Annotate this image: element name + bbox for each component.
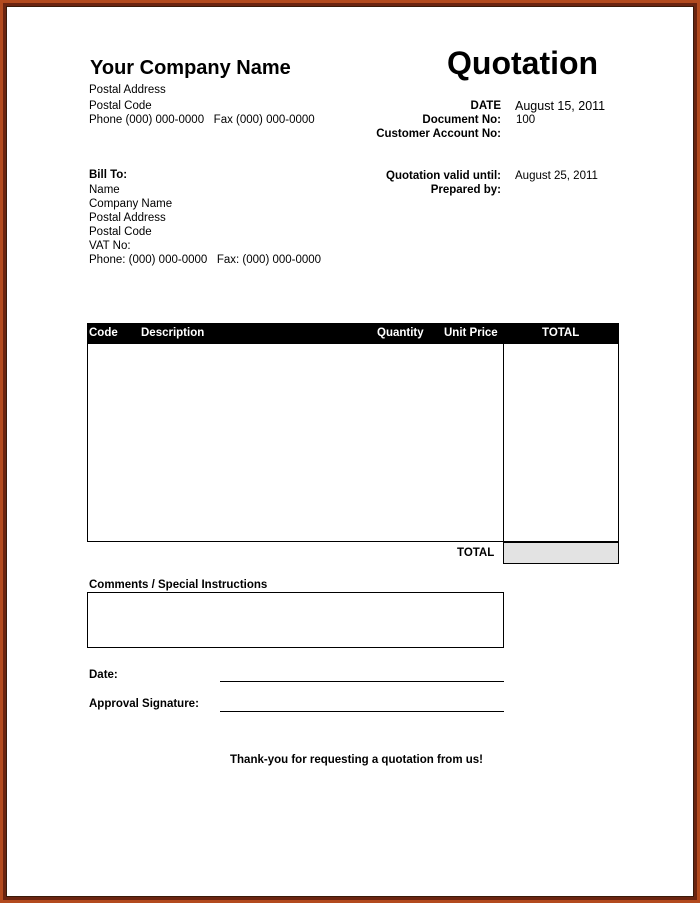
bill-to-phone-fax: Phone: (000) 000-0000 Fax: (000) 000-0000 [89, 254, 322, 266]
bill-to-vat: VAT No: [89, 240, 131, 252]
bill-to-heading: Bill To: [89, 169, 128, 181]
document-title: Quotation [447, 45, 599, 81]
date-label: DATE [470, 100, 501, 112]
company-postal-address: Postal Address [89, 84, 166, 96]
approval-signature-label: Approval Signature: [89, 698, 199, 710]
grand-total-label: TOTAL [457, 547, 495, 559]
company-name: Your Company Name [90, 57, 291, 79]
header-unit-price: Unit Price [444, 327, 498, 339]
thank-you-note: Thank-you for requesting a quotation from us! [230, 754, 483, 766]
bill-to-postal-address: Postal Address [89, 212, 166, 224]
header-code: Code [89, 327, 118, 339]
document-no-value: 100 [516, 114, 536, 126]
grand-total-field[interactable] [503, 542, 619, 564]
comments-field[interactable] [87, 592, 504, 648]
header-quantity: Quantity [377, 327, 424, 339]
bill-to-postal-code: Postal Code [89, 226, 152, 238]
table-right-border [618, 344, 619, 564]
line-items-body[interactable] [87, 344, 619, 542]
header-description: Description [141, 327, 205, 339]
approval-signature-line[interactable] [220, 711, 504, 712]
line-items-header [87, 323, 619, 344]
total-column-divider [503, 344, 504, 564]
company-phone-fax: Phone (000) 000-0000 Fax (000) 000-0000 [89, 114, 315, 126]
bill-to-company: Company Name [89, 198, 173, 210]
date-signoff-label: Date: [89, 669, 118, 681]
document-no-label: Document No: [422, 114, 501, 126]
header-total: TOTAL [542, 327, 580, 339]
valid-until-value: August 25, 2011 [515, 170, 598, 182]
date-value: August 15, 2011 [515, 99, 606, 113]
comments-label: Comments / Special Instructions [89, 579, 268, 591]
customer-account-label: Customer Account No: [376, 128, 501, 140]
valid-until-label: Quotation valid until: [386, 170, 501, 182]
prepared-by-label: Prepared by: [430, 184, 501, 196]
company-postal-code: Postal Code [89, 100, 152, 112]
date-signoff-line[interactable] [220, 681, 504, 682]
bill-to-name: Name [89, 184, 120, 196]
